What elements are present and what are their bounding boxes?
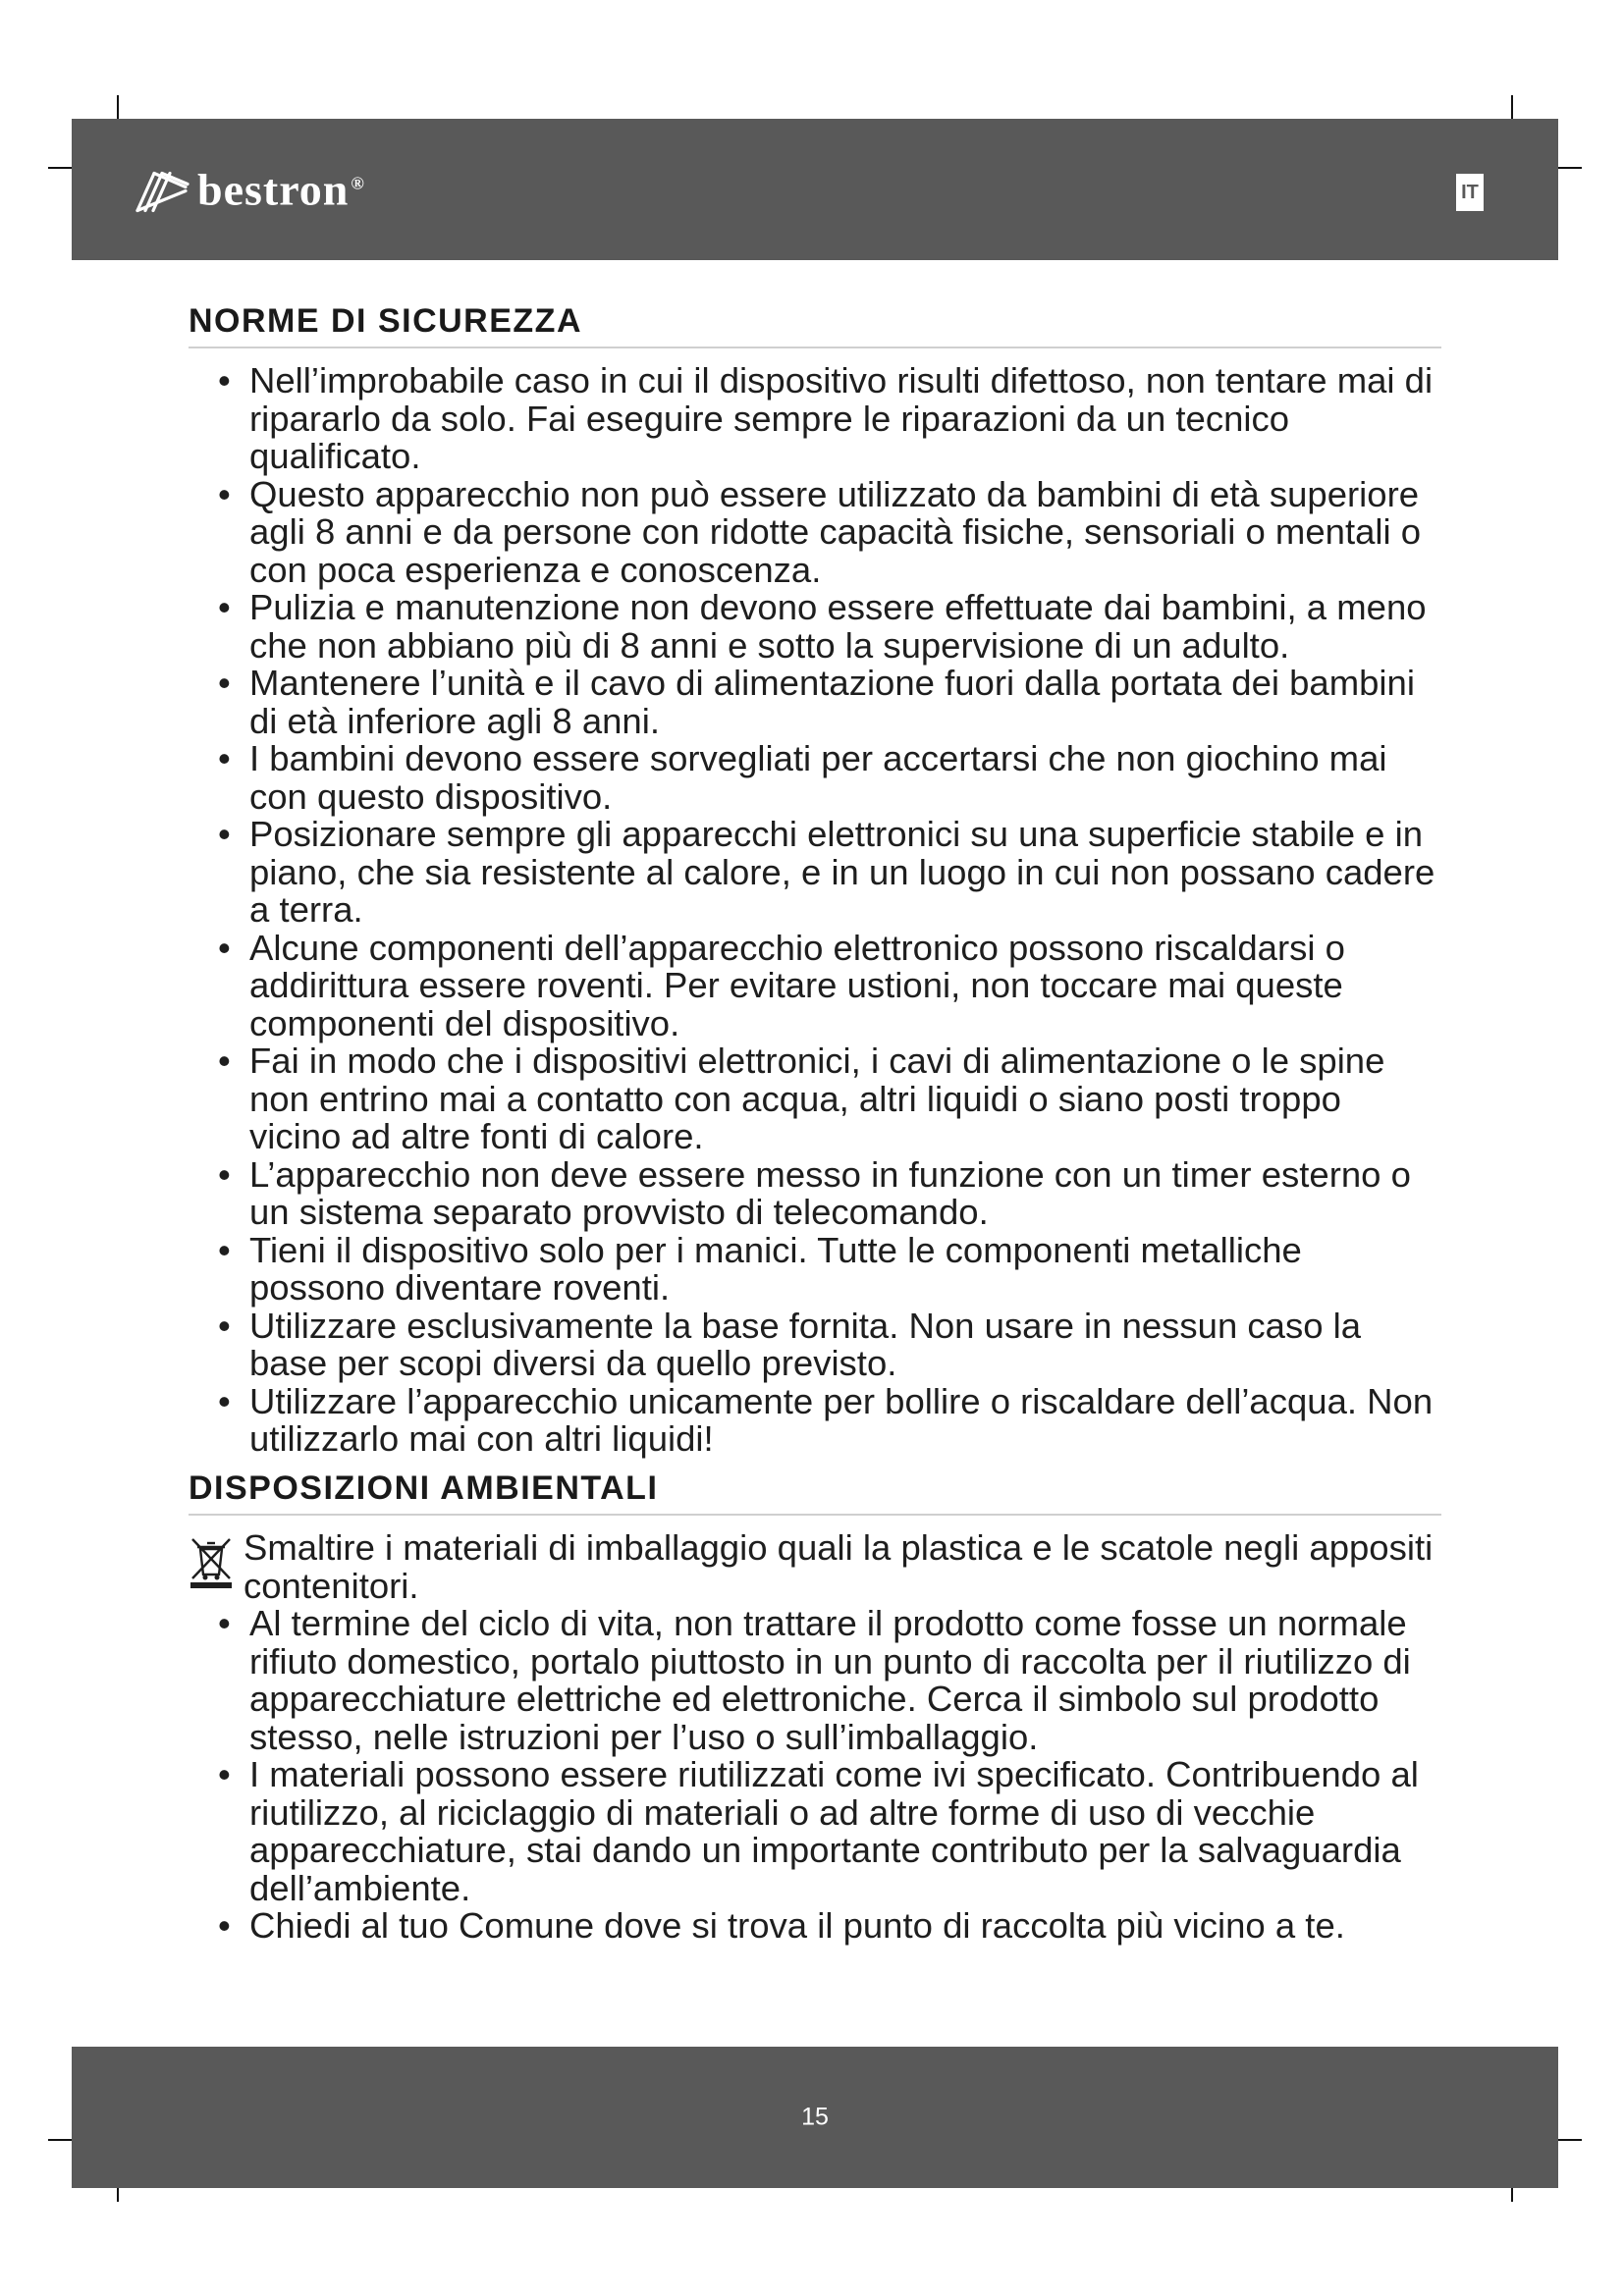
list-item-text: L’apparecchio non deve essere messo in funzione con un timer esterno o un sistema separato provvisto di telecomando. <box>249 1153 1411 1233</box>
list-item-text: Chiedi al tuo Comune dove si trova il punto di raccolta più vicino a te. <box>249 1905 1345 1947</box>
list-item <box>189 816 1441 930</box>
bullet-icon: • <box>218 360 231 401</box>
list-item-text: Fai in modo che i dispositivi elettronici, i cavi di alimentazione o le spine non entrino mai a contatto con acqua, altri liquidi o siano posti troppo vicino ad altre fonti di calore. <box>249 1041 1385 1157</box>
list-item-text: Al termine del ciclo di vita, non trattare il prodotto come fosse un normale rifiuto domestico, portalo piuttosto in un punto di raccolta per il riutilizzo di apparecchiature elettriche ed elettroniche. Cerca il simbolo sul prodotto stesso, nelle istruzioni per l’uso o sull’imballaggio. <box>249 1603 1411 1757</box>
brand-wordmark <box>197 164 365 216</box>
bestron-chevrons-icon <box>135 165 191 214</box>
list-item <box>189 1042 1441 1156</box>
section-title-safety: NORME DI SICUREZZA <box>189 302 1441 348</box>
list-item <box>189 473 1441 590</box>
registered-mark: ® <box>351 173 365 193</box>
list-item-text: Questo apparecchio non può essere utilizzato da bambini di età superiore agli 8 anni e da persone con ridotte capacità fisiche, sensoriali o mentali o con poca esperienza e conoscenza. <box>249 473 1422 590</box>
list-item-text: I materiali possono essere riutilizzati come ivi specificato. Contribuendo al riutilizzo, al riciclaggio di materiali o ad altre forme di uso di vecchie apparecchiature, stai dando un importante contributo per la salvaguardia dell’ambiente. <box>249 1754 1419 1908</box>
bullet-icon: • <box>218 1603 231 1644</box>
bullet-icon: • <box>218 1380 231 1421</box>
bullet-icon: • <box>218 473 231 514</box>
list-item <box>189 740 1441 816</box>
page-number: 15 <box>801 2103 829 2131</box>
list-item-text: Pulizia e manutenzione non devono essere effettuate dai bambini, a meno che non abbiano più di 8 anni e sotto la supervisione di un adulto. <box>249 587 1427 666</box>
list-item <box>189 665 1441 740</box>
bullet-icon: • <box>218 1905 231 1947</box>
list-item <box>189 1907 1441 1946</box>
bullet-icon: • <box>218 1754 231 1795</box>
list-item <box>189 1305 1441 1384</box>
list-item <box>189 1605 1441 1756</box>
bullet-icon: • <box>218 814 231 855</box>
list-item <box>189 589 1441 665</box>
bullet-icon: • <box>218 1229 231 1270</box>
brand-logo <box>135 164 365 216</box>
environment-section <box>189 1469 1441 1946</box>
header-band <box>72 119 1558 260</box>
brand-name: bestron <box>197 164 350 215</box>
list-item <box>189 362 1441 476</box>
crossed-out-bin-icon <box>189 1535 234 1590</box>
section-title-environment: DISPOSIZIONI AMBIENTALI <box>189 1469 1441 1516</box>
list-item-text: Tieni il dispositivo solo per i manici. Tutte le componenti metalliche possono diventare roventi. <box>249 1229 1302 1308</box>
safety-section <box>189 302 1441 1459</box>
list-item-text: Mantenere l’unità e il cavo di alimentazione fuori dalla portata dei bambini di età inferiore agli 8 anni. <box>249 663 1415 741</box>
bullet-icon: • <box>218 738 231 779</box>
environment-list <box>189 1605 1441 1946</box>
bullet-icon: • <box>218 927 231 968</box>
language-badge: IT <box>1456 174 1484 211</box>
list-item-text: Nell’improbabile caso in cui il dispositivo risulti difettoso, non tentare mai di ripararlo da solo. Fai eseguire sempre le riparazioni da un tecnico qualificato. <box>249 360 1434 477</box>
weee-notice-text: Smaltire i materiali di imballaggio quali la plastica e le scatole negli appositi contenitori. <box>244 1527 1434 1606</box>
list-item <box>189 1153 1441 1233</box>
list-item <box>189 1380 1441 1460</box>
list-item-text: Utilizzare esclusivamente la base fornita. Non usare in nessun caso la base per scopi diversi da quello previsto. <box>249 1305 1362 1384</box>
list-item <box>189 927 1441 1043</box>
bullet-icon: • <box>218 1305 231 1346</box>
bullet-icon: • <box>218 663 231 704</box>
list-item-text: I bambini devono essere sorvegliati per accertarsi che non giochino mai con questo dispositivo. <box>249 738 1387 817</box>
list-item <box>189 1229 1441 1308</box>
bullet-icon: • <box>218 587 231 628</box>
list-item-text: Utilizzare l’apparecchio unicamente per bollire o riscaldare dell’acqua. Non utilizzarlo mai con altri liquidi! <box>249 1380 1434 1460</box>
list-item <box>189 1756 1441 1907</box>
list-item-text: Posizionare sempre gli apparecchi elettronici su una superficie stabile e in piano, che sia resistente al calore, e in un luogo in cui non possano cadere a terra. <box>249 814 1435 931</box>
bullet-icon: • <box>218 1153 231 1195</box>
safety-list <box>189 362 1441 1459</box>
weee-notice <box>189 1529 1441 1605</box>
footer-band <box>72 2047 1558 2188</box>
list-item-text: Alcune componenti dell’apparecchio elettronico possono riscaldarsi o addirittura essere roventi. Per evitare ustioni, non toccare mai queste componenti del dispositivo. <box>249 927 1345 1043</box>
bullet-icon: • <box>218 1041 231 1082</box>
